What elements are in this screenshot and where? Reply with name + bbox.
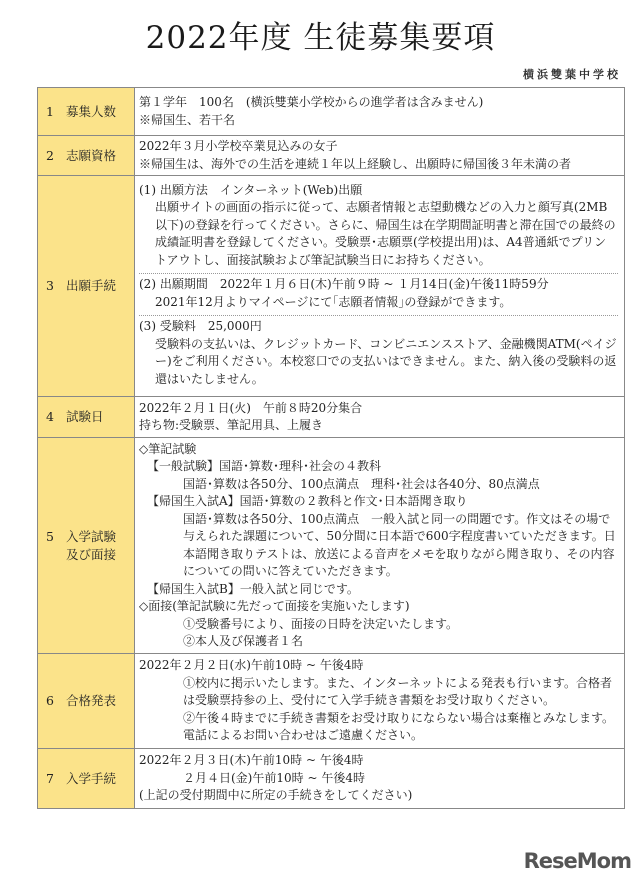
table-row [38, 176, 625, 397]
table-row [38, 88, 625, 136]
row-label: 2 志願資格 [38, 136, 135, 176]
row-label: 4 試験日 [38, 397, 135, 438]
row-content: ◇筆記試験 【一般試験】国語･算数･理科･社会の４教科 国語･算数は各50分、100点満点 理科･社会は各40分、80点満点 【帰国生入試A】国語･算数の２教科と作文･日本語聞き取り 国語･算数は各50分、100点満点 一般入試と同一の問題です。作文はその場で与えられた課題について、50分間に日本語で600字程度書いていただきます。日本語聞き取りテストは、放送による音声をメモを取りながら聞き取り、その内容についての問いに答えていただきます。 【帰国生入試B】一般入試と同じです。 ◇面接(筆記試験に先だって面接を実施いたします) ①受験番号により、面接の日時を決定いたします。 ②本人及び保護者１名 [135, 438, 625, 654]
table-row [38, 397, 625, 438]
row-label: 1 募集人数 [38, 88, 135, 136]
row-label: 5 入学試験 及び面接 [38, 438, 135, 654]
table-row [38, 136, 625, 176]
table-row [38, 749, 625, 809]
exam-fee: (3) 受験料 25,000円 受験料の支払いは、クレジットカード、コンビニエンスストア、金融機関ATM(ペイジー)をご利用ください。本校窓口での支払いはできません。また、納入後の受験料の返還はいたしません。 [139, 315, 618, 392]
row-label: 7 入学手続 [38, 749, 135, 809]
table-row [38, 654, 625, 749]
page-title: 2022年度 生徒募集要項 [145, 20, 496, 56]
row-content [135, 176, 625, 397]
row-label: 6 合格発表 [38, 654, 135, 749]
resemom-logo: ReseMom [523, 849, 631, 873]
row-content: 2022年２月１日(火) 午前８時20分集合 持ち物:受験票、筆記用具、上履き [135, 397, 625, 438]
row-content: 第１学年 100名 (横浜雙葉小学校からの進学者は含みません) ※帰国生、若干名 [135, 88, 625, 136]
application-method: (1) 出願方法 インターネット(Web)出願 出願サイトの画面の指示に従って、志願者情報と志望動機などの入力と顔写真(2MB以下)の登録を行ってください。さらに、帰国生は在学期間証明書と滞在国での最終の成績証明書を登録してください。受験票･志願票(学校提出用)は、A4普通紙でプリントアウトし、面接試験および筆記試験当日にお持ちください。 [139, 182, 616, 267]
row-content: 2022年２月３日(木)午前10時 ~ 午後4時 ２月４日(金)午前10時 ~ 午後4時 (上記の受付期間中に所定の手続きをしてください) [135, 749, 625, 809]
row-content: 2022年２月２日(水)午前10時 ~ 午後4時 ①校内に掲示いたします。また、インターネットによる発表も行います。合格者は受験票持参の上、受付にて入学手続き書類をお受け取りください。 ②午後４時までに手続き書類をお受け取りにならない場合は棄権とみなします。電話によるお問い合わせはご遠慮ください。 [135, 654, 625, 749]
row-label: 3 出願手続 [38, 176, 135, 397]
table-row [38, 438, 625, 654]
admission-table [37, 87, 625, 809]
school-name: 横浜雙葉中学校 [523, 68, 621, 81]
row-content: 2022年３月小学校卒業見込みの女子 ※帰国生は、海外での生活を連続１年以上経験し、出願時に帰国後３年未満の者 [135, 136, 625, 176]
application-period: (2) 出願期間 2022年１月６日(木)午前９時 ~ １月14日(金)午後11時59分 2021年12月よりマイページにて｢志願者情報｣の登録ができます。 [139, 273, 618, 315]
